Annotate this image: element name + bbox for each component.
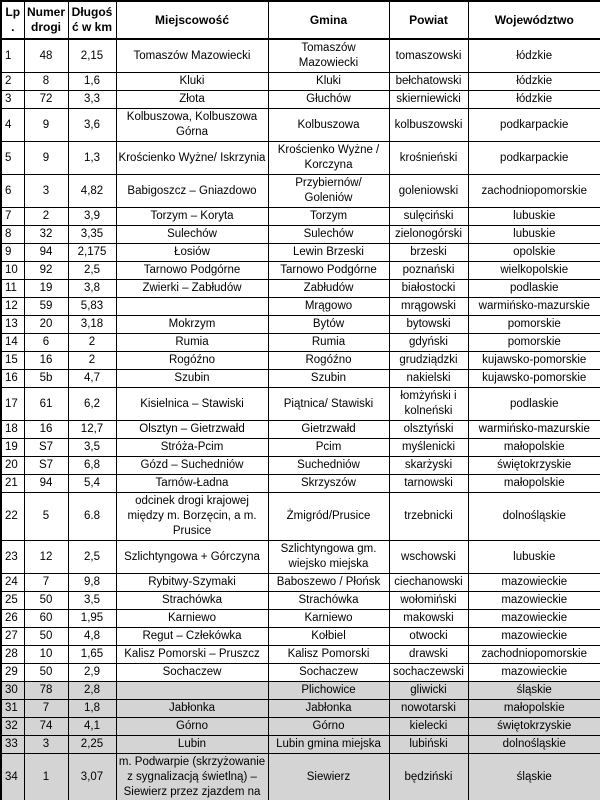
column-header-powiat: Powiat [389, 1, 468, 39]
table-row [1, 316, 600, 334]
table-row [1, 370, 600, 388]
cell-wojewodztwo: lubuskie [468, 226, 600, 244]
cell-wojewodztwo: kujawsko-pomorskie [468, 352, 600, 370]
table-row [1, 736, 600, 754]
cell-powiat: białostocki [389, 280, 468, 298]
cell-miejscowosc: Zwierki – Zabłudów [116, 280, 268, 298]
cell-wojewodztwo: podlaskie [468, 280, 600, 298]
cell-wojewodztwo: śląskie [468, 682, 600, 700]
cell-gmina: Tarnowo Podgórne [268, 262, 389, 280]
cell-lp: 20 [1, 457, 24, 475]
cell-miejscowosc: Lubin [116, 736, 268, 754]
cell-wojewodztwo: świętokrzyskie [468, 457, 600, 475]
cell-miejscowosc: Tarnów-Ładna [116, 475, 268, 493]
cell-lp: 29 [1, 664, 24, 682]
table-row [1, 91, 600, 109]
cell-dlugosc: 4,8 [68, 628, 116, 646]
cell-powiat: skarżyski [389, 457, 468, 475]
table-row [1, 109, 600, 142]
cell-powiat: grudziądzki [389, 352, 468, 370]
table-row [1, 334, 600, 352]
cell-dlugosc: 2,5 [68, 541, 116, 574]
cell-powiat: gdyński [389, 334, 468, 352]
cell-miejscowosc: Mokrzym [116, 316, 268, 334]
cell-dlugosc: 3,9 [68, 208, 116, 226]
cell-powiat: otwocki [389, 628, 468, 646]
cell-wojewodztwo: małopolskie [468, 439, 600, 457]
cell-powiat: drawski [389, 646, 468, 664]
cell-powiat: lubiński [389, 736, 468, 754]
cell-dlugosc: 2 [68, 334, 116, 352]
cell-numer: 74 [24, 718, 68, 736]
cell-miejscowosc: Łosiów [116, 244, 268, 262]
cell-dlugosc: 5,4 [68, 475, 116, 493]
cell-dlugosc: 6,8 [68, 457, 116, 475]
column-header-lp: Lp. [1, 1, 24, 39]
cell-gmina: Kluki [268, 73, 389, 91]
cell-lp: 5 [1, 142, 24, 175]
cell-dlugosc: 6.8 [68, 493, 116, 541]
cell-lp: 7 [1, 208, 24, 226]
cell-dlugosc: 3,3 [68, 91, 116, 109]
cell-powiat: myślenicki [389, 439, 468, 457]
cell-gmina: Plichowice [268, 682, 389, 700]
cell-wojewodztwo: małopolskie [468, 475, 600, 493]
cell-gmina: Sochaczew [268, 664, 389, 682]
cell-powiat: sochaczewski [389, 664, 468, 682]
cell-lp: 32 [1, 718, 24, 736]
cell-gmina: Lubin gmina miejska [268, 736, 389, 754]
cell-lp: 19 [1, 439, 24, 457]
table-row [1, 421, 600, 439]
cell-powiat: tarnowski [389, 475, 468, 493]
cell-miejscowosc: Rumia [116, 334, 268, 352]
cell-gmina: Baboszewo / Płońsk [268, 574, 389, 592]
cell-dlugosc: 2,175 [68, 244, 116, 262]
table-row [1, 142, 600, 175]
cell-numer: 5b [24, 370, 68, 388]
cell-wojewodztwo: wielkopolskie [468, 262, 600, 280]
cell-dlugosc: 3,8 [68, 280, 116, 298]
cell-wojewodztwo: podkarpackie [468, 109, 600, 142]
cell-lp: 3 [1, 91, 24, 109]
cell-powiat: brzeski [389, 244, 468, 262]
cell-numer: 9 [24, 109, 68, 142]
table-row [1, 352, 600, 370]
table-row [1, 541, 600, 574]
cell-gmina: Strachówka [268, 592, 389, 610]
cell-powiat: mrągowski [389, 298, 468, 316]
cell-numer: 61 [24, 388, 68, 421]
table-row [1, 700, 600, 718]
cell-lp: 22 [1, 493, 24, 541]
table-row [1, 574, 600, 592]
cell-gmina: Górno [268, 718, 389, 736]
cell-numer: 20 [24, 316, 68, 334]
cell-dlugosc: 6,2 [68, 388, 116, 421]
cell-dlugosc: 1,65 [68, 646, 116, 664]
cell-dlugosc: 2,15 [68, 39, 116, 73]
cell-numer: 1 [24, 754, 68, 800]
cell-gmina: Kolbuszowa [268, 109, 389, 142]
cell-numer: 50 [24, 664, 68, 682]
cell-powiat: olsztyński [389, 421, 468, 439]
table-row [1, 244, 600, 262]
cell-powiat: wschowski [389, 541, 468, 574]
cell-dlugosc: 3,5 [68, 439, 116, 457]
cell-miejscowosc: Rogóźno [116, 352, 268, 370]
cell-numer: 3 [24, 175, 68, 208]
cell-miejscowosc: Sulechów [116, 226, 268, 244]
cell-numer: 59 [24, 298, 68, 316]
cell-numer: 7 [24, 700, 68, 718]
cell-numer: 3 [24, 736, 68, 754]
cell-miejscowosc: m. Podwarpie (skrzyżowanie z sygnalizacją świetlną) – Siewierz przez zjazdem na [116, 754, 268, 800]
cell-miejscowosc: Złota [116, 91, 268, 109]
cell-gmina: Suchedniów [268, 457, 389, 475]
cell-lp: 21 [1, 475, 24, 493]
cell-numer: 9 [24, 142, 68, 175]
cell-dlugosc: 2,9 [68, 664, 116, 682]
cell-gmina: Zabłudów [268, 280, 389, 298]
cell-powiat: nowotarski [389, 700, 468, 718]
cell-wojewodztwo: łódzkie [468, 91, 600, 109]
cell-numer: 72 [24, 91, 68, 109]
table-row [1, 754, 600, 800]
cell-dlugosc: 3,18 [68, 316, 116, 334]
table-row [1, 208, 600, 226]
cell-gmina: Żmigród/Prusice [268, 493, 389, 541]
column-header-dlugosc: Długość w km [68, 1, 116, 39]
cell-lp: 9 [1, 244, 24, 262]
cell-dlugosc: 4,7 [68, 370, 116, 388]
cell-dlugosc: 3,6 [68, 109, 116, 142]
cell-powiat: zielonogórski [389, 226, 468, 244]
cell-dlugosc: 4,1 [68, 718, 116, 736]
table-row [1, 39, 600, 73]
cell-gmina: Przybiernów/ Goleniów [268, 175, 389, 208]
cell-wojewodztwo: zachodniopomorskie [468, 646, 600, 664]
cell-miejscowosc: odcinek drogi krajowej między m. Borzęcin, a m. Prusice [116, 493, 268, 541]
cell-wojewodztwo: warmińsko-mazurskie [468, 298, 600, 316]
cell-numer: S7 [24, 439, 68, 457]
table-row [1, 226, 600, 244]
cell-numer: 78 [24, 682, 68, 700]
table-row [1, 262, 600, 280]
cell-numer: 50 [24, 592, 68, 610]
cell-miejscowosc: Rybitwy-Szymaki [116, 574, 268, 592]
cell-dlugosc: 1,8 [68, 700, 116, 718]
cell-lp: 24 [1, 574, 24, 592]
cell-wojewodztwo: śląskie [468, 754, 600, 800]
cell-miejscowosc: Torzym – Koryta [116, 208, 268, 226]
cell-gmina: Karniewo [268, 610, 389, 628]
cell-miejscowosc: Kalisz Pomorski – Pruszcz [116, 646, 268, 664]
cell-lp: 1 [1, 39, 24, 73]
cell-miejscowosc [116, 682, 268, 700]
table-row [1, 682, 600, 700]
cell-powiat: sulęciński [389, 208, 468, 226]
header-row [1, 1, 600, 39]
cell-numer: 2 [24, 208, 68, 226]
cell-powiat: łomżyński i kolneński [389, 388, 468, 421]
table-row [1, 646, 600, 664]
cell-numer: 5 [24, 493, 68, 541]
table-row [1, 592, 600, 610]
cell-lp: 16 [1, 370, 24, 388]
cell-dlugosc: 2,25 [68, 736, 116, 754]
cell-dlugosc: 9,8 [68, 574, 116, 592]
cell-wojewodztwo: opolskie [468, 244, 600, 262]
cell-lp: 34 [1, 754, 24, 800]
cell-miejscowosc: Krościenko Wyżne/ Iskrzynia [116, 142, 268, 175]
cell-numer: 6 [24, 334, 68, 352]
cell-wojewodztwo: dolnośląskie [468, 736, 600, 754]
cell-gmina: Skrzyszów [268, 475, 389, 493]
cell-lp: 33 [1, 736, 24, 754]
cell-numer: 94 [24, 244, 68, 262]
cell-miejscowosc: Karniewo [116, 610, 268, 628]
cell-lp: 14 [1, 334, 24, 352]
cell-powiat: gliwicki [389, 682, 468, 700]
cell-dlugosc: 2,8 [68, 682, 116, 700]
cell-miejscowosc: Olsztyn – Gietrzwałd [116, 421, 268, 439]
cell-lp: 11 [1, 280, 24, 298]
cell-powiat: krośnieński [389, 142, 468, 175]
table-row [1, 475, 600, 493]
cell-gmina: Bytów [268, 316, 389, 334]
cell-gmina: Tomaszów Mazowiecki [268, 39, 389, 73]
cell-gmina: Szlichtyngowa gm. wiejsko miejska [268, 541, 389, 574]
cell-wojewodztwo: mazowieckie [468, 628, 600, 646]
cell-miejscowosc: Regut – Człekówka [116, 628, 268, 646]
cell-gmina: Siewierz [268, 754, 389, 800]
cell-powiat: bełchatowski [389, 73, 468, 91]
cell-powiat: bytowski [389, 316, 468, 334]
cell-lp: 12 [1, 298, 24, 316]
cell-lp: 25 [1, 592, 24, 610]
cell-lp: 23 [1, 541, 24, 574]
cell-wojewodztwo: małopolskie [468, 700, 600, 718]
cell-powiat: tomaszowski [389, 39, 468, 73]
cell-miejscowosc: Strachówka [116, 592, 268, 610]
cell-lp: 2 [1, 73, 24, 91]
cell-wojewodztwo: dolnośląskie [468, 493, 600, 541]
cell-wojewodztwo: świętokrzyskie [468, 718, 600, 736]
cell-gmina: Rumia [268, 334, 389, 352]
cell-numer: 16 [24, 352, 68, 370]
table-row [1, 493, 600, 541]
cell-numer: S7 [24, 457, 68, 475]
cell-miejscowosc: Szubin [116, 370, 268, 388]
cell-powiat: nakielski [389, 370, 468, 388]
cell-gmina: Gietrzwałd [268, 421, 389, 439]
cell-numer: 94 [24, 475, 68, 493]
cell-wojewodztwo: mazowieckie [468, 610, 600, 628]
cell-powiat: trzebnicki [389, 493, 468, 541]
table-row [1, 664, 600, 682]
cell-numer: 8 [24, 73, 68, 91]
cell-lp: 6 [1, 175, 24, 208]
cell-miejscowosc: Szlichtyngowa + Górczyna [116, 541, 268, 574]
cell-wojewodztwo: kujawsko-pomorskie [468, 370, 600, 388]
cell-dlugosc: 3,07 [68, 754, 116, 800]
column-header-wojewodztwo: Województwo [468, 1, 600, 39]
cell-miejscowosc: Kolbuszowa, Kolbuszowa Górna [116, 109, 268, 142]
cell-wojewodztwo: lubuskie [468, 208, 600, 226]
cell-lp: 26 [1, 610, 24, 628]
cell-miejscowosc: Gózd – Suchedniów [116, 457, 268, 475]
column-header-miejscowosc: Miejscowość [116, 1, 268, 39]
cell-numer: 12 [24, 541, 68, 574]
table-row [1, 718, 600, 736]
cell-lp: 17 [1, 388, 24, 421]
cell-lp: 18 [1, 421, 24, 439]
table-row [1, 457, 600, 475]
cell-miejscowosc: Babigoszcz – Gniazdowo [116, 175, 268, 208]
table-row [1, 610, 600, 628]
cell-gmina: Jabłonka [268, 700, 389, 718]
cell-lp: 13 [1, 316, 24, 334]
cell-gmina: Mrągowo [268, 298, 389, 316]
cell-lp: 8 [1, 226, 24, 244]
cell-dlugosc: 3,5 [68, 592, 116, 610]
cell-numer: 10 [24, 646, 68, 664]
cell-miejscowosc: Kisielnica – Stawiski [116, 388, 268, 421]
column-header-numer: Numer drogi [24, 1, 68, 39]
cell-dlugosc: 4,82 [68, 175, 116, 208]
cell-wojewodztwo: warmińsko-mazurskie [468, 421, 600, 439]
cell-numer: 48 [24, 39, 68, 73]
cell-numer: 7 [24, 574, 68, 592]
cell-miejscowosc: Sochaczew [116, 664, 268, 682]
table-body [1, 39, 600, 800]
cell-dlugosc: 12,7 [68, 421, 116, 439]
table-row [1, 439, 600, 457]
cell-gmina: Kołbiel [268, 628, 389, 646]
cell-miejscowosc [116, 298, 268, 316]
cell-powiat: kolbuszowski [389, 109, 468, 142]
cell-gmina: Głuchów [268, 91, 389, 109]
cell-dlugosc: 5,83 [68, 298, 116, 316]
cell-wojewodztwo: łódzkie [468, 39, 600, 73]
cell-dlugosc: 1,95 [68, 610, 116, 628]
cell-wojewodztwo: pomorskie [468, 316, 600, 334]
cell-gmina: Lewin Brzeski [268, 244, 389, 262]
cell-wojewodztwo: zachodniopomorskie [468, 175, 600, 208]
cell-powiat: wołomiński [389, 592, 468, 610]
table-row [1, 298, 600, 316]
cell-wojewodztwo: mazowieckie [468, 574, 600, 592]
cell-dlugosc: 2 [68, 352, 116, 370]
cell-numer: 60 [24, 610, 68, 628]
cell-powiat: goleniowski [389, 175, 468, 208]
cell-powiat: ciechanowski [389, 574, 468, 592]
cell-wojewodztwo: podlaskie [468, 388, 600, 421]
cell-gmina: Rogóźno [268, 352, 389, 370]
cell-wojewodztwo: podkarpackie [468, 142, 600, 175]
table-row [1, 175, 600, 208]
cell-miejscowosc: Tarnowo Podgórne [116, 262, 268, 280]
table-row [1, 280, 600, 298]
cell-gmina: Pcim [268, 439, 389, 457]
cell-miejscowosc: Górno [116, 718, 268, 736]
cell-miejscowosc: Stróża-Pcim [116, 439, 268, 457]
cell-gmina: Torzym [268, 208, 389, 226]
cell-lp: 28 [1, 646, 24, 664]
cell-wojewodztwo: mazowieckie [468, 592, 600, 610]
cell-wojewodztwo: lubuskie [468, 541, 600, 574]
cell-lp: 30 [1, 682, 24, 700]
cell-lp: 27 [1, 628, 24, 646]
cell-gmina: Kalisz Pomorski [268, 646, 389, 664]
table-row [1, 388, 600, 421]
cell-dlugosc: 3,35 [68, 226, 116, 244]
table-row [1, 73, 600, 91]
cell-miejscowosc: Kluki [116, 73, 268, 91]
cell-gmina: Sulechów [268, 226, 389, 244]
cell-numer: 16 [24, 421, 68, 439]
cell-dlugosc: 2,5 [68, 262, 116, 280]
cell-powiat: będziński [389, 754, 468, 800]
cell-lp: 10 [1, 262, 24, 280]
cell-powiat: kielecki [389, 718, 468, 736]
cell-numer: 50 [24, 628, 68, 646]
cell-numer: 19 [24, 280, 68, 298]
cell-dlugosc: 1,6 [68, 73, 116, 91]
column-header-gmina: Gmina [268, 1, 389, 39]
cell-miejscowosc: Tomaszów Mazowiecki [116, 39, 268, 73]
cell-numer: 32 [24, 226, 68, 244]
cell-dlugosc: 1,3 [68, 142, 116, 175]
table-header [1, 1, 600, 39]
table-row [1, 628, 600, 646]
cell-numer: 92 [24, 262, 68, 280]
cell-miejscowosc: Jabłonka [116, 700, 268, 718]
cell-powiat: poznański [389, 262, 468, 280]
cell-lp: 15 [1, 352, 24, 370]
cell-gmina: Krościenko Wyżne / Korczyna [268, 142, 389, 175]
cell-wojewodztwo: łódzkie [468, 73, 600, 91]
cell-wojewodztwo: pomorskie [468, 334, 600, 352]
cell-lp: 4 [1, 109, 24, 142]
cell-wojewodztwo: mazowieckie [468, 664, 600, 682]
cell-powiat: skierniewicki [389, 91, 468, 109]
cell-gmina: Piątnica/ Stawiski [268, 388, 389, 421]
cell-powiat: makowski [389, 610, 468, 628]
cell-lp: 31 [1, 700, 24, 718]
cell-gmina: Szubin [268, 370, 389, 388]
